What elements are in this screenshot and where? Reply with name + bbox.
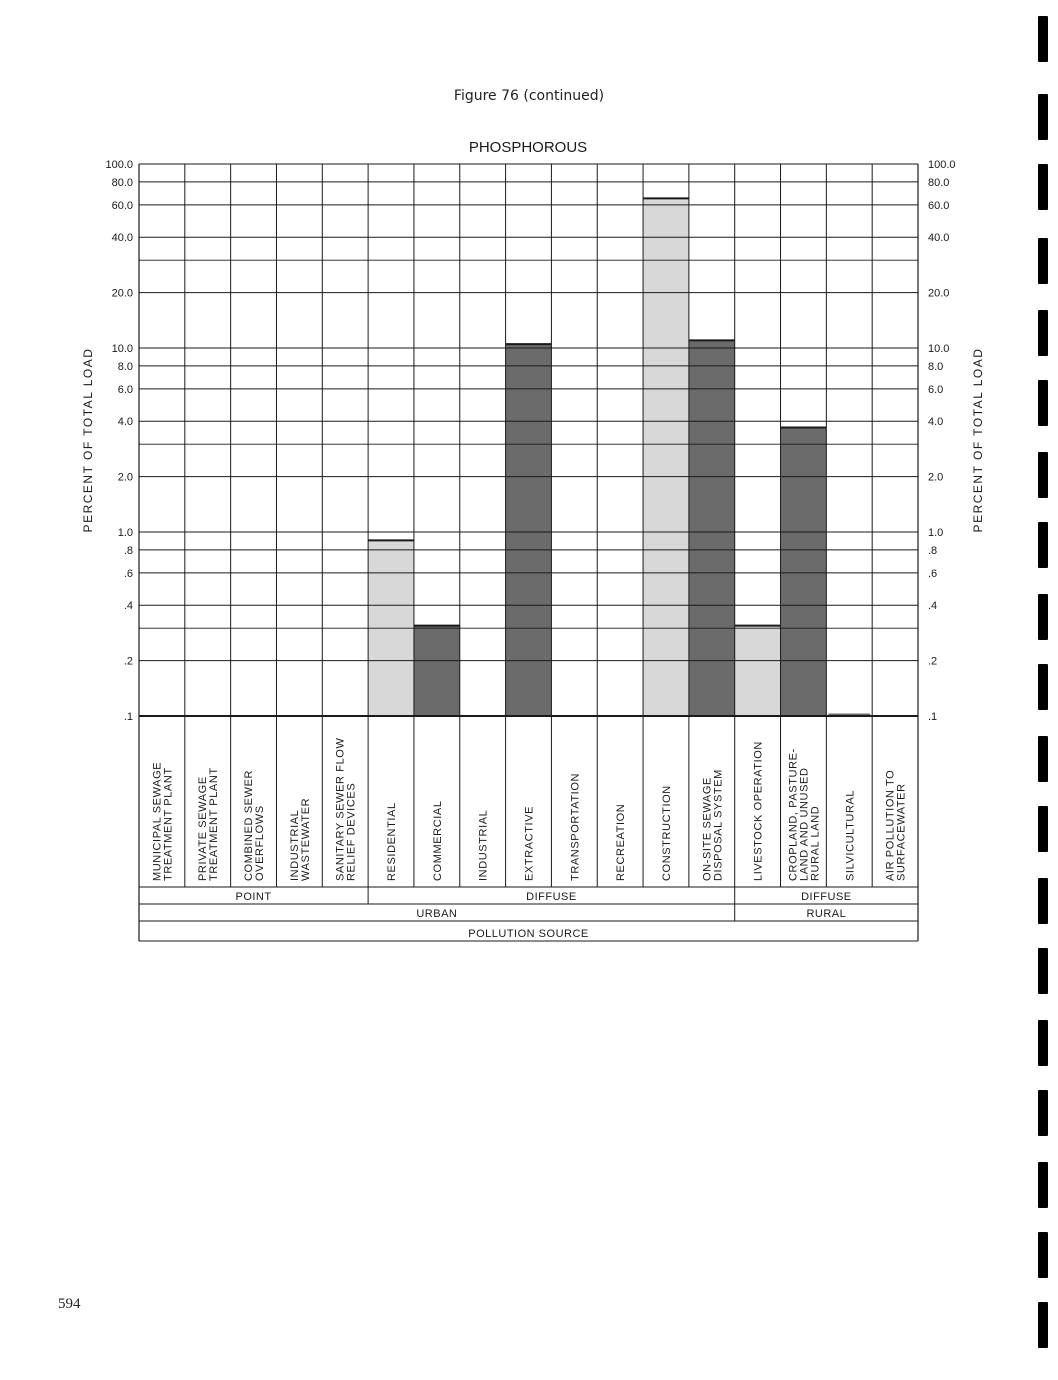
group-label: POLLUTION SOURCE — [468, 928, 589, 940]
y-tick-label-right: 4.0 — [928, 416, 944, 429]
y-tick-label-right: 80.0 — [928, 176, 950, 189]
binding-hole — [1038, 1020, 1048, 1066]
binding-hole — [1038, 1232, 1048, 1278]
binding-hole — [1038, 736, 1048, 782]
binding-hole — [1038, 1302, 1048, 1348]
y-tick-label-left: .6 — [123, 567, 133, 580]
category-label: RURAL LAND — [809, 805, 822, 881]
y-tick-label-left: 40.0 — [111, 232, 133, 245]
category-label: SURFACEWATER — [895, 783, 908, 881]
category-label: EXTRACTIVE — [523, 805, 536, 881]
category-label: COMBINED SEWER — [243, 769, 256, 881]
figure-caption: Figure 76 (continued) — [453, 88, 605, 104]
category-labels-layer — [151, 738, 907, 881]
group-label: RURAL — [806, 908, 847, 920]
category-label: RELIEF DEVICES — [345, 782, 358, 881]
y-tick-label-left: .2 — [123, 655, 133, 668]
y-tick-label-right: .6 — [928, 567, 938, 580]
group-labels-layer — [235, 887, 851, 940]
y-tick-label-left: 4.0 — [117, 416, 133, 429]
category-label: INDUSTRIAL — [477, 809, 490, 881]
binding-hole — [1038, 1162, 1048, 1208]
category-label: RESIDENTIAL — [386, 802, 399, 881]
category-label: TREATMENT PLANT — [208, 767, 221, 881]
category-label: TREATMENT PLANT — [162, 767, 175, 881]
category-label: LIVESTOCK OPERATION — [752, 741, 765, 881]
category-label: PRIVATE SEWAGE — [197, 776, 210, 881]
binding-hole — [1038, 594, 1048, 640]
binding-hole — [1038, 238, 1048, 284]
y-tick-label-right: 2.0 — [928, 471, 944, 484]
bars-layer — [368, 198, 870, 716]
bar — [414, 626, 460, 716]
y-tick-label-left: 60.0 — [111, 199, 133, 212]
category-label: CROPLAND, PASTURE- — [787, 748, 800, 881]
category-label: AIR POLLUTION TO — [884, 769, 897, 881]
y-tick-label-right: 60.0 — [928, 199, 950, 212]
chart-title: PHOSPHOROUS — [468, 139, 588, 156]
y-tick-label-right: 100.0 — [928, 159, 956, 171]
binding-hole — [1038, 664, 1048, 710]
y-axis-label-right: PERCENT OF TOTAL LOAD — [971, 347, 985, 533]
y-tick-label-left: 100.0 — [105, 159, 133, 171]
y-tick-label-left: .1 — [123, 711, 133, 723]
category-label: MUNICIPAL SEWAGE — [151, 761, 164, 881]
y-tick-label-right: .4 — [928, 600, 938, 613]
y-tick-label-left: .8 — [123, 544, 133, 557]
binding-hole — [1038, 310, 1048, 356]
group-label: URBAN — [416, 908, 458, 920]
y-tick-label-right: .2 — [928, 655, 938, 668]
category-label: CONSTRUCTION — [660, 785, 673, 881]
category-label: INDUSTRIAL — [288, 809, 301, 881]
y-tick-label-left: 20.0 — [111, 287, 133, 300]
category-label: COMMERCIAL — [431, 800, 444, 881]
category-label: DISPOSAL SYSTEM — [712, 769, 725, 881]
category-label: LAND AND UNUSED — [798, 767, 811, 881]
y-tick-label-left: 8.0 — [117, 360, 133, 373]
y-tick-label-right: 10.0 — [928, 343, 950, 355]
y-tick-label-right: 8.0 — [928, 360, 944, 373]
binding-hole — [1038, 522, 1048, 568]
binding-hole — [1038, 878, 1048, 924]
binding-hole — [1038, 806, 1048, 852]
binding-hole — [1038, 16, 1048, 62]
y-tick-label-right: .8 — [928, 544, 938, 557]
category-label: SANITARY SEWER FLOW — [334, 737, 347, 881]
binding-hole — [1038, 380, 1048, 426]
binding-hole — [1038, 94, 1048, 140]
bar — [781, 427, 827, 716]
category-label: ON-SITE SEWAGE — [701, 777, 714, 881]
category-label: OVERFLOWS — [254, 805, 267, 881]
category-label: SILVICULTURAL — [844, 789, 857, 881]
binding-hole — [1038, 164, 1048, 210]
bar — [643, 198, 689, 716]
y-tick-label-right: 20.0 — [928, 287, 950, 300]
binding-hole — [1038, 948, 1048, 994]
y-tick-label-right: 40.0 — [928, 232, 950, 245]
y-tick-label-left: 10.0 — [111, 343, 133, 355]
y-tick-label-left: 80.0 — [111, 176, 133, 189]
y-tick-label-left: 1.0 — [117, 527, 133, 539]
y-tick-label-left: 2.0 — [117, 471, 133, 484]
category-label: RECREATION — [615, 803, 628, 881]
binding-hole — [1038, 1090, 1048, 1136]
y-tick-label-left: .4 — [123, 600, 133, 613]
bar — [735, 626, 781, 716]
group-label: DIFFUSE — [526, 891, 577, 903]
y-tick-label-right: .1 — [928, 711, 938, 723]
category-label: WASTEWATER — [299, 797, 312, 881]
y-axis-label-left: PERCENT OF TOTAL LOAD — [81, 347, 95, 533]
bar — [689, 340, 735, 716]
group-label: DIFFUSE — [801, 891, 852, 903]
binding-hole — [1038, 452, 1048, 498]
page-number: 594 — [58, 1296, 81, 1312]
category-label: TRANSPORTATION — [569, 772, 582, 881]
binding-holes — [1024, 0, 1058, 1380]
y-tick-label-right: 1.0 — [928, 527, 944, 539]
y-tick-label-right: 6.0 — [928, 383, 944, 396]
y-tick-label-left: 6.0 — [117, 383, 133, 396]
group-label: POINT — [235, 891, 272, 903]
